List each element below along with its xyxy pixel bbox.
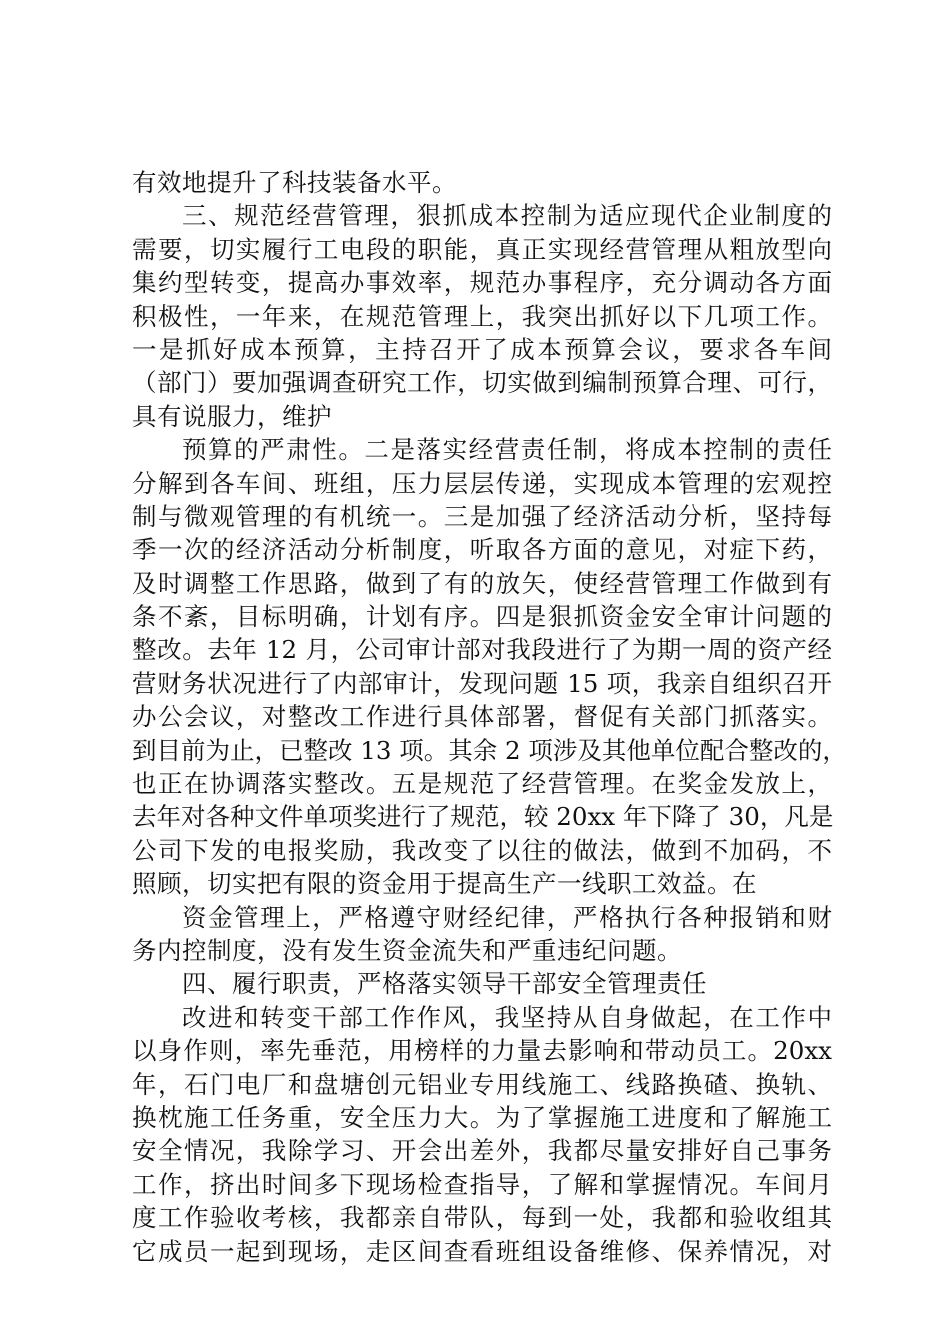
text-line: 办公会议，对整改工作进行具体部署，督促有关部门抓落实。 [132,702,832,732]
text-line: 预算的严肃性。二是落实经营责任制，将成本控制的责任 [182,435,832,465]
text-line: 有效地提升了科技装备水平。 [132,168,457,197]
text-line: 条不紊，目标明确，计划有序。四是狠抓资金安全审计问题的 [132,602,832,632]
text-line: 营财务状况进行了内部审计，发现问题 15 项，我亲自组织召开 [132,668,832,698]
text-line: 务内控制度，没有发生资金流失和严重违纪问题。 [132,935,682,965]
text-line: 去年对各种文件单项奖进行了规范，较 20xx 年下降了 30，凡是 [132,802,834,832]
text-line: （部门）要加强调查研究工作，切实做到编制预算合理、可行， [132,368,832,398]
text-line: 季一次的经济活动分析制度，听取各方面的意见，对症下药， [132,535,832,565]
text-line: 度工作验收考核，我都亲自带队，每到一处，我都和验收组其 [132,1203,832,1233]
text-line: 公司下发的电报奖励，我改变了以往的做法，做到不加码，不 [132,835,832,865]
text-line: 以身作则，率先垂范，用榜样的力量去影响和带动员工。20xx [132,1036,832,1066]
text-line: 三、规范经营管理，狠抓成本控制为适应现代企业制度的 [182,201,832,231]
text-line: 积极性，一年来，在规范管理上，我突出抓好以下几项工作。 [132,301,832,331]
text-line: 照顾，切实把有限的资金用于提高生产一线职工效益。在 [132,869,757,899]
text-line: 集约型转变，提高办事效率，规范办事程序，充分调动各方面 [132,268,832,298]
document-body [132,166,847,1268]
text-line: 也正在协调落实整改。五是规范了经营管理。在奖金发放上， [132,769,832,799]
text-line: 工作，挤出时间多下现场检查指导，了解和掌握情况。车间月 [132,1169,832,1199]
text-line: 它成员一起到现场，走区间查看班组设备维修、保养情况，对 [132,1236,832,1266]
text-line: 整改。去年 12 月，公司审计部对我段进行了为期一周的资产经 [132,635,832,665]
section-heading: 四、履行职责，严格落实领导干部安全管理责任 [182,969,707,999]
text-line: 一是抓好成本预算，主持召开了成本预算会议，要求各车间 [132,334,832,364]
text-line: 改进和转变干部工作作风，我坚持从自身做起，在工作中 [182,1002,832,1032]
text-line: 及时调整工作思路，做到了有的放矢，使经营管理工作做到有 [132,568,832,598]
text-line: 年，石门电厂和盘塘创元铝业专用线施工、线路换碴、换轨、 [132,1069,832,1099]
text-line: 具有说服力，维护 [132,401,332,431]
text-line: 资金管理上，严格遵守财经纪律，严格执行各种报销和财 [182,902,832,932]
text-line: 到目前为止，已整改 13 项。其余 2 项涉及其他单位配合整改的， [132,735,847,765]
text-line: 分解到各车间、班组，压力层层传递，实现成本管理的宏观控 [132,468,832,498]
text-line: 换枕施工任务重，安全压力大。为了掌握施工进度和了解施工 [132,1102,832,1132]
text-line: 制与微观管理的有机统一。三是加强了经济活动分析，坚持每 [132,501,832,531]
text-line: 需要，切实履行工电段的职能，真正实现经营管理从粗放型向 [132,234,832,264]
text-line: 安全情况，我除学习、开会出差外，我都尽量安排好自己事务 [132,1136,832,1166]
